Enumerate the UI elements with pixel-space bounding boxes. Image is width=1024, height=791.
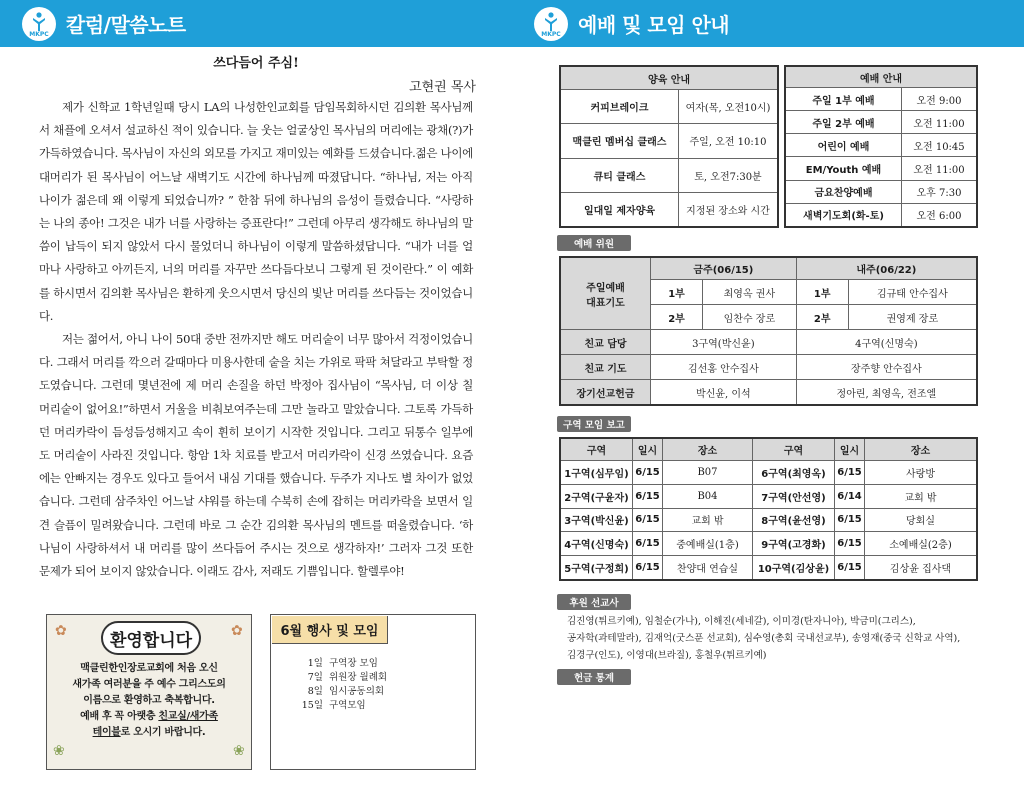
- service-label: 2부: [651, 305, 703, 330]
- district-row: [561, 532, 977, 556]
- rep-name: 권영제 장로: [848, 305, 976, 330]
- welcome-line: 맥클린한인장로교회에 처음 오신: [80, 663, 218, 674]
- district-name: 5구역(구정희): [561, 556, 633, 580]
- welcome-line: [53, 709, 245, 725]
- rep-name: 임찬수 장로: [703, 305, 797, 330]
- service-label: 2부: [796, 305, 848, 330]
- welcome-text: [53, 661, 245, 741]
- district-date: 6/15: [835, 532, 865, 556]
- welcome-line-part: 로 오시기 바랍니다.: [120, 727, 206, 738]
- worship-name: 금요찬양예배: [786, 180, 902, 203]
- district-date: 6/15: [633, 556, 663, 580]
- education-table: [560, 66, 778, 227]
- june-events-box: [270, 614, 476, 770]
- worship-time: 오전 6:00: [902, 203, 977, 226]
- worship-time: 오전 10:45: [902, 134, 977, 157]
- missionaries-list: [567, 613, 987, 664]
- district-name: 1구역(심무임): [561, 461, 633, 485]
- committee-label: 예배 위원: [557, 235, 631, 251]
- header-bar-left: [0, 0, 512, 47]
- district-header: 구역: [561, 439, 633, 461]
- education-time: 지정된 장소와 시간: [679, 192, 778, 226]
- event-item: [301, 671, 387, 685]
- education-name: 큐티 클래스: [561, 158, 679, 192]
- column-paragraph: 저는 젊어서, 아니 나이 50대 중반 전까지만 해도 머리숱이 너무 많아서 걱정이었습니다. 그래서 머리를 깍으러 갈때마다 미용사한데 숱을 치는 가위로 팍팍 쳐달라고 부탁할 정도였습니다. 그런데 몇년전에 제 머리 손질을 하던 박정아 집사님이 “목사님, 더 이상 칠 머리숱이 없어요!”하면서 거울을 비춰보여주는데 그만 놀라고 말았습니다. 그토록 가득하던 머리카락이 듬성듬성해지고 속이 휜히 보이기 시작한 것입니다. 그리고 뒤통수 일부에도 머리숱이 사라진 것입니다. 항암 1차 치료를 받고서 머리카락이 신경 쓰였습니다. 요즘에는 안빠지는 경우도 있다고 들어서 내심 기대를 했습니다. 두주가 지나도 별 차이가 없었습니다. 그런데 삼주차인 어느날 샤워를 하는데 수북히 손에 잡히는 머리카락을 보면서 일견 슬픔이 밀려왔습니다. 그런데 바로 그 순간 김의환 목사님의 멘트를 떠올렸습니다. ‘하나님이 사랑하셔서 내 머리를 많이 쓰다듬어 주시는 것으로 생각하자!’ 그러자 그것 또한 문제가 되어 보이지 않았습니다. 이래도 감사, 저래도 기쁨입니다. 할렐루야!: [39, 332, 473, 579]
- district-row: [561, 556, 977, 580]
- district-place: B04: [663, 484, 753, 508]
- welcome-location: 테이블: [92, 727, 121, 738]
- church-logo-icon: MKPC: [534, 7, 568, 41]
- district-label: 구역 모임 보고: [557, 416, 631, 432]
- welcome-line-part: 예배 후 꼭 아랫층: [80, 711, 159, 722]
- district-place: 김상윤 집사댁: [865, 556, 977, 580]
- education-name: 커피브레이크: [561, 90, 679, 124]
- column-section-title: 칼럼/말씀노트: [66, 13, 186, 37]
- committee-this: 김선홍 안수집사: [651, 355, 797, 380]
- flower-icon: ✿: [231, 623, 243, 639]
- district-name: 9구역(고경화): [753, 532, 835, 556]
- worship-time: 오후 7:30: [902, 180, 977, 203]
- service-label: 1부: [796, 280, 848, 305]
- event-name: 임시공동의회: [329, 686, 385, 697]
- welcome-box: [46, 614, 252, 770]
- header-bar-right: [512, 0, 1024, 47]
- district-row: [561, 461, 977, 485]
- district-name: 2구역(구윤자): [561, 484, 633, 508]
- offering-label: 헌금 통계: [557, 669, 631, 685]
- welcome-line: 새가족 여러분을 주 예수 그리스도의: [72, 679, 226, 690]
- event-day: 15일: [301, 700, 323, 711]
- missions-label: 후원 선교사: [557, 594, 631, 610]
- worship-name: 어린이 예배: [786, 134, 902, 157]
- rep-label: 주일예배: [586, 282, 625, 294]
- events-list: [301, 657, 387, 713]
- worship-time: 오전 9:00: [902, 88, 977, 111]
- district-place: 소예배실(2층): [865, 532, 977, 556]
- district-place: B07: [663, 461, 753, 485]
- district-name: 8구역(윤선영): [753, 508, 835, 532]
- committee-role: 친교 기도: [561, 355, 651, 380]
- district-name: 4구역(신명숙): [561, 532, 633, 556]
- rep-name: 김규태 안수집사: [848, 280, 976, 305]
- welcome-location: 친교실/새가족: [158, 711, 218, 722]
- event-day: 7일: [307, 672, 323, 683]
- district-place: 사랑방: [865, 461, 977, 485]
- worship-time: 오전 11:00: [902, 157, 977, 180]
- next-week-header: 내주(06/22): [796, 258, 976, 280]
- column-title: 쓰다듬어 주심!: [213, 56, 299, 71]
- rep-name: 최영옥 권사: [703, 280, 797, 305]
- education-time: 주일, 오전 10:10: [679, 124, 778, 158]
- district-header: 구역: [753, 439, 835, 461]
- event-item: [301, 657, 387, 671]
- worship-table: [785, 66, 977, 227]
- committee-next: 장주향 안수집사: [796, 355, 976, 380]
- district-place: 당회실: [865, 508, 977, 532]
- district-date: 6/15: [835, 461, 865, 485]
- district-place: 찬양대 연습실: [663, 556, 753, 580]
- event-item: [301, 699, 387, 713]
- tulip-icon: ❀: [233, 743, 245, 759]
- committee-role: 친교 담당: [561, 330, 651, 355]
- district-name: 10구역(김상윤): [753, 556, 835, 580]
- committee-this: 박신윤, 이석: [651, 380, 797, 405]
- district-date: 6/15: [835, 556, 865, 580]
- committee-this: 3구역(박신윤): [651, 330, 797, 355]
- events-title: 6월 행사 및 모임: [272, 616, 388, 644]
- worship-name: 새벽기도회(화-토): [786, 203, 902, 226]
- column-body: [39, 96, 473, 583]
- event-name: 구역장 모임: [329, 658, 378, 669]
- event-item: [301, 685, 387, 699]
- worship-time: 오전 11:00: [902, 111, 977, 134]
- event-day: 1일: [307, 658, 323, 669]
- district-date: 6/14: [835, 484, 865, 508]
- worship-name: EM/Youth 예배: [786, 157, 902, 180]
- district-date: 6/15: [633, 532, 663, 556]
- event-name: 위원장 월례회: [329, 672, 388, 683]
- education-time: 토, 오전7:30분: [679, 158, 778, 192]
- education-time: 여자(목, 오전10시): [679, 90, 778, 124]
- district-place: 중예배실(1층): [663, 532, 753, 556]
- missionaries-line: 김진영(튀르키예), 임철순(가나), 이해진(세네갈), 이미경(탄자니아), 박금미(그리스),: [567, 616, 916, 627]
- church-logo-icon: MKPC: [22, 7, 56, 41]
- event-name: 구역모임: [329, 700, 366, 711]
- event-day: 8일: [307, 686, 323, 697]
- education-header: 양육 안내: [561, 67, 778, 90]
- district-row: [561, 484, 977, 508]
- missionaries-line: 공자학(과테말라), 김재억(굿스푼 선교회), 심수영(총회 국내선교부), 송영재(중국 신학교 사역),: [567, 633, 961, 644]
- flower-icon: ✿: [55, 623, 67, 639]
- worship-name: 주일 1부 예배: [786, 88, 902, 111]
- district-place: 교회 밖: [663, 508, 753, 532]
- column-author: 고현권 목사: [409, 80, 476, 95]
- committee-next: 4구역(신명숙): [796, 330, 976, 355]
- worship-header: 예배 안내: [786, 67, 977, 88]
- district-row: [561, 508, 977, 532]
- district-place: 교회 밖: [865, 484, 977, 508]
- district-date: 6/15: [633, 484, 663, 508]
- education-name: 맥클린 멤버십 클래스: [561, 124, 679, 158]
- rep-label: 대표기도: [586, 297, 625, 309]
- this-week-header: 금주(06/15): [651, 258, 797, 280]
- district-name: 3구역(박신윤): [561, 508, 633, 532]
- district-date: 6/15: [835, 508, 865, 532]
- education-name: 일대일 제자양육: [561, 192, 679, 226]
- district-date: 6/15: [633, 461, 663, 485]
- district-date: 6/15: [633, 508, 663, 532]
- welcome-title: 환영합니다: [101, 621, 201, 655]
- welcome-line: [53, 725, 245, 741]
- worship-section-title: 예배 및 모임 안내: [578, 13, 730, 37]
- district-header: 일시: [633, 439, 663, 461]
- missionaries-line: 김경구(인도), 이영대(브라질), 홍철우(튀르키예): [567, 650, 767, 661]
- district-table: [560, 438, 977, 580]
- district-header: 장소: [865, 439, 977, 461]
- committee-table: [560, 257, 977, 405]
- district-header: 일시: [835, 439, 865, 461]
- column-paragraph: 제가 신학교 1학년일때 당시 LA의 나성한인교회를 담임목회하시던 김의환 목사님께서 채플에 오셔서 설교하신 적이 있습니다. 늘 웃는 얼굴상인 목사님의 머리에는 광채(?)가 가득하였습니다. 목사님이 자신의 외모를 가지고 재미있는 예화를 드셨습니다.젊은 나이에 대머리가 된 목사님이 어느날 새벽기도 시간에 하나님께 따졌답니다. “하나님, 저는 아직 나이가 젊은데 왜 이렇게 되었습니까? ” 한참 뒤에 하나님의 음성이 들렸습니다. “사랑하는 나의 종아! 그것은 내가 너를 사랑하는 증표란다!” 그런데 아무리 생각해도 하나님의 말씀이 납득이 되지 않았서 다시 물었더니 하나님이 이렇게 말씀하셨답니다. “내가 너를 얼마나 사랑하고 아끼든지, 너의 머리를 자꾸만 쓰다듬다보니 그렇게 된 것이란다.” 이 예화를 하시면서 김의환 목사님은 환하게 웃으시면서 당신의 빛난 머리를 쓰다듬는 것이었습니다.: [39, 100, 473, 323]
- district-name: 6구역(최영옥): [753, 461, 835, 485]
- service-label: 1부: [651, 280, 703, 305]
- district-header: 장소: [663, 439, 753, 461]
- district-name: 7구역(안선영): [753, 484, 835, 508]
- welcome-line: 이름으로 환영하고 축복합니다.: [83, 695, 215, 706]
- worship-name: 주일 2부 예배: [786, 111, 902, 134]
- committee-next: 정아린, 최영옥, 전조엘: [796, 380, 976, 405]
- tulip-icon: ❀: [53, 743, 65, 759]
- rep-label-cell: [561, 258, 651, 330]
- committee-role: 장기선교헌금: [561, 380, 651, 405]
